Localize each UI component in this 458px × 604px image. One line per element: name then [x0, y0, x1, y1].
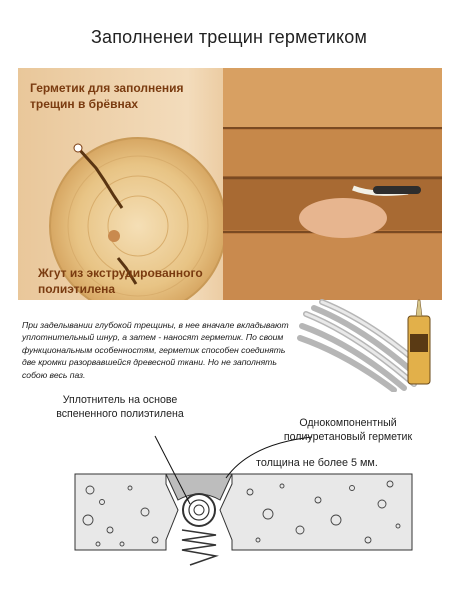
cord-and-sealant-tube-image: [296, 294, 446, 392]
description-text: При заделывании глубокой трещины, в нее вначале вкладывают уплотнительный шнур, а затем - наносят герметик. По своим функциональным особенностям, герметик способен соединять две кромки разорвавшейся древесной ткани. Но не заполнять собою весь паз.: [22, 320, 289, 380]
label-sealant: Герметик для заполнения трещин в брёвнах: [30, 81, 184, 111]
log-section-right: [220, 474, 412, 550]
log-section-left: [75, 474, 178, 550]
crack-zigzag: [182, 530, 216, 565]
callout-cord: Уплотнитель на основе вспененного полиэтилена: [56, 394, 184, 420]
callout-sealant: Однокомпонентный полиуретановый герметик: [283, 417, 413, 443]
page-title: Заполненеи трещин герметиком: [90, 27, 368, 47]
thickness-note: толщина не более 5 мм.: [256, 457, 378, 469]
photo-panel: [18, 68, 442, 300]
log-wall-photo: [223, 68, 442, 300]
label-cord: Жгут из экструдированного полиэтилена: [38, 266, 203, 296]
